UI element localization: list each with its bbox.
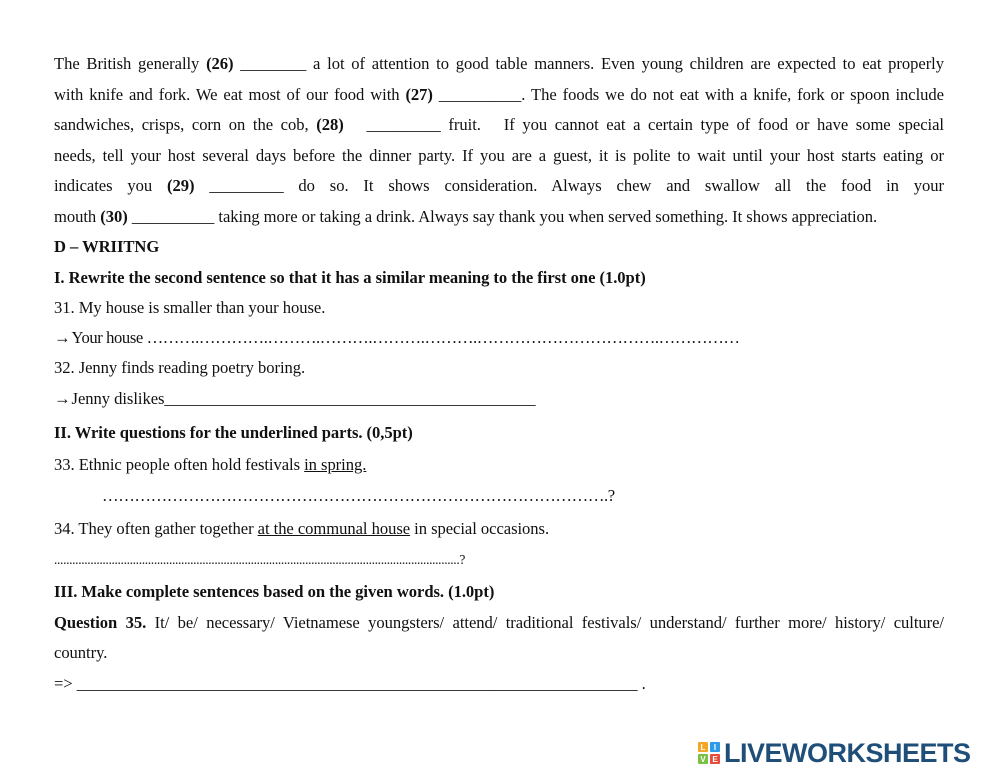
part1-heading: I. Rewrite the second sentence so that it has a similar meaning to the first one (1.0pt) xyxy=(54,268,646,287)
paragraph-line-5: indicates you (29) _________ do so. It shows consideration. Always chew and swallow all the food in your xyxy=(54,176,944,195)
underlined-phrase: in spring. xyxy=(304,455,367,474)
arrow-icon: → xyxy=(54,389,71,408)
arrow-icon: → xyxy=(54,328,71,347)
paragraph-line-6: mouth (30) __________ taking more or taking a drink. Always say thank you when served something. It shows appreciation. xyxy=(54,207,878,226)
part3-heading: III. Make complete sentences based on the given words. (1.0pt) xyxy=(54,582,495,601)
paragraph-line-2: with knife and fork. We eat most of our food with (27) __________. The foods we do not eat with a knife, fork or spoon include xyxy=(54,85,944,104)
underlined-phrase: at the communal house xyxy=(257,519,411,538)
answer-31[interactable]: →Your house ……….………….……….……….……….……….…………………………….…………… xyxy=(54,328,740,347)
section-heading: D – WRIITNG xyxy=(54,237,160,256)
blank-28-number: (28) xyxy=(316,115,344,134)
logo-text: LIVEWORKSHEETS xyxy=(724,737,971,768)
answer-35[interactable]: => ____________________________________________________________________ . xyxy=(54,674,646,693)
liveworksheets-logo xyxy=(698,738,971,768)
paragraph-line-4: needs, tell your host several days before the dinner party. If you are a guest, it is polite to wait until your host starts eating or xyxy=(54,146,944,165)
paragraph-line-1: The British generally (26) ________ a lot of attention to good table manners. Even young children are expected to eat properly xyxy=(54,54,944,73)
answer-33[interactable]: ………………………………………………………………………………….? xyxy=(102,486,615,505)
blank-26-number: (26) xyxy=(206,54,234,73)
question-31: 31. My house is smaller than your house. xyxy=(54,298,326,317)
question-32: 32. Jenny finds reading poetry boring. xyxy=(54,358,306,377)
logo-mark-icon: L I V E xyxy=(698,742,720,764)
question-34: 34. They often gather together at the communal house in special occasions. xyxy=(54,519,550,538)
question-35: Question 35. It/ be/ necessary/ Vietnamese youngsters/ attend/ traditional festivals/ understand/ further more/ history/ culture/ xyxy=(54,613,944,632)
paragraph-line-3: sandwiches, crisps, corn on the cob, (28) _________ fruit. If you cannot eat a certain type of food or have some special xyxy=(54,115,944,134)
question-33: 33. Ethnic people often hold festivals in spring. xyxy=(54,455,367,474)
part2-heading: II. Write questions for the underlined parts. (0,5pt) xyxy=(54,423,413,442)
blank-27-number: (27) xyxy=(405,85,433,104)
blank-30-number: (30) xyxy=(100,207,128,226)
answer-34[interactable]: ......................................................................................................................................? xyxy=(54,552,465,567)
blank-29-number: (29) xyxy=(167,176,195,195)
question-35-continued: country. xyxy=(54,643,108,662)
answer-32[interactable]: →Jenny dislikes_____________________________________________ xyxy=(54,389,536,408)
